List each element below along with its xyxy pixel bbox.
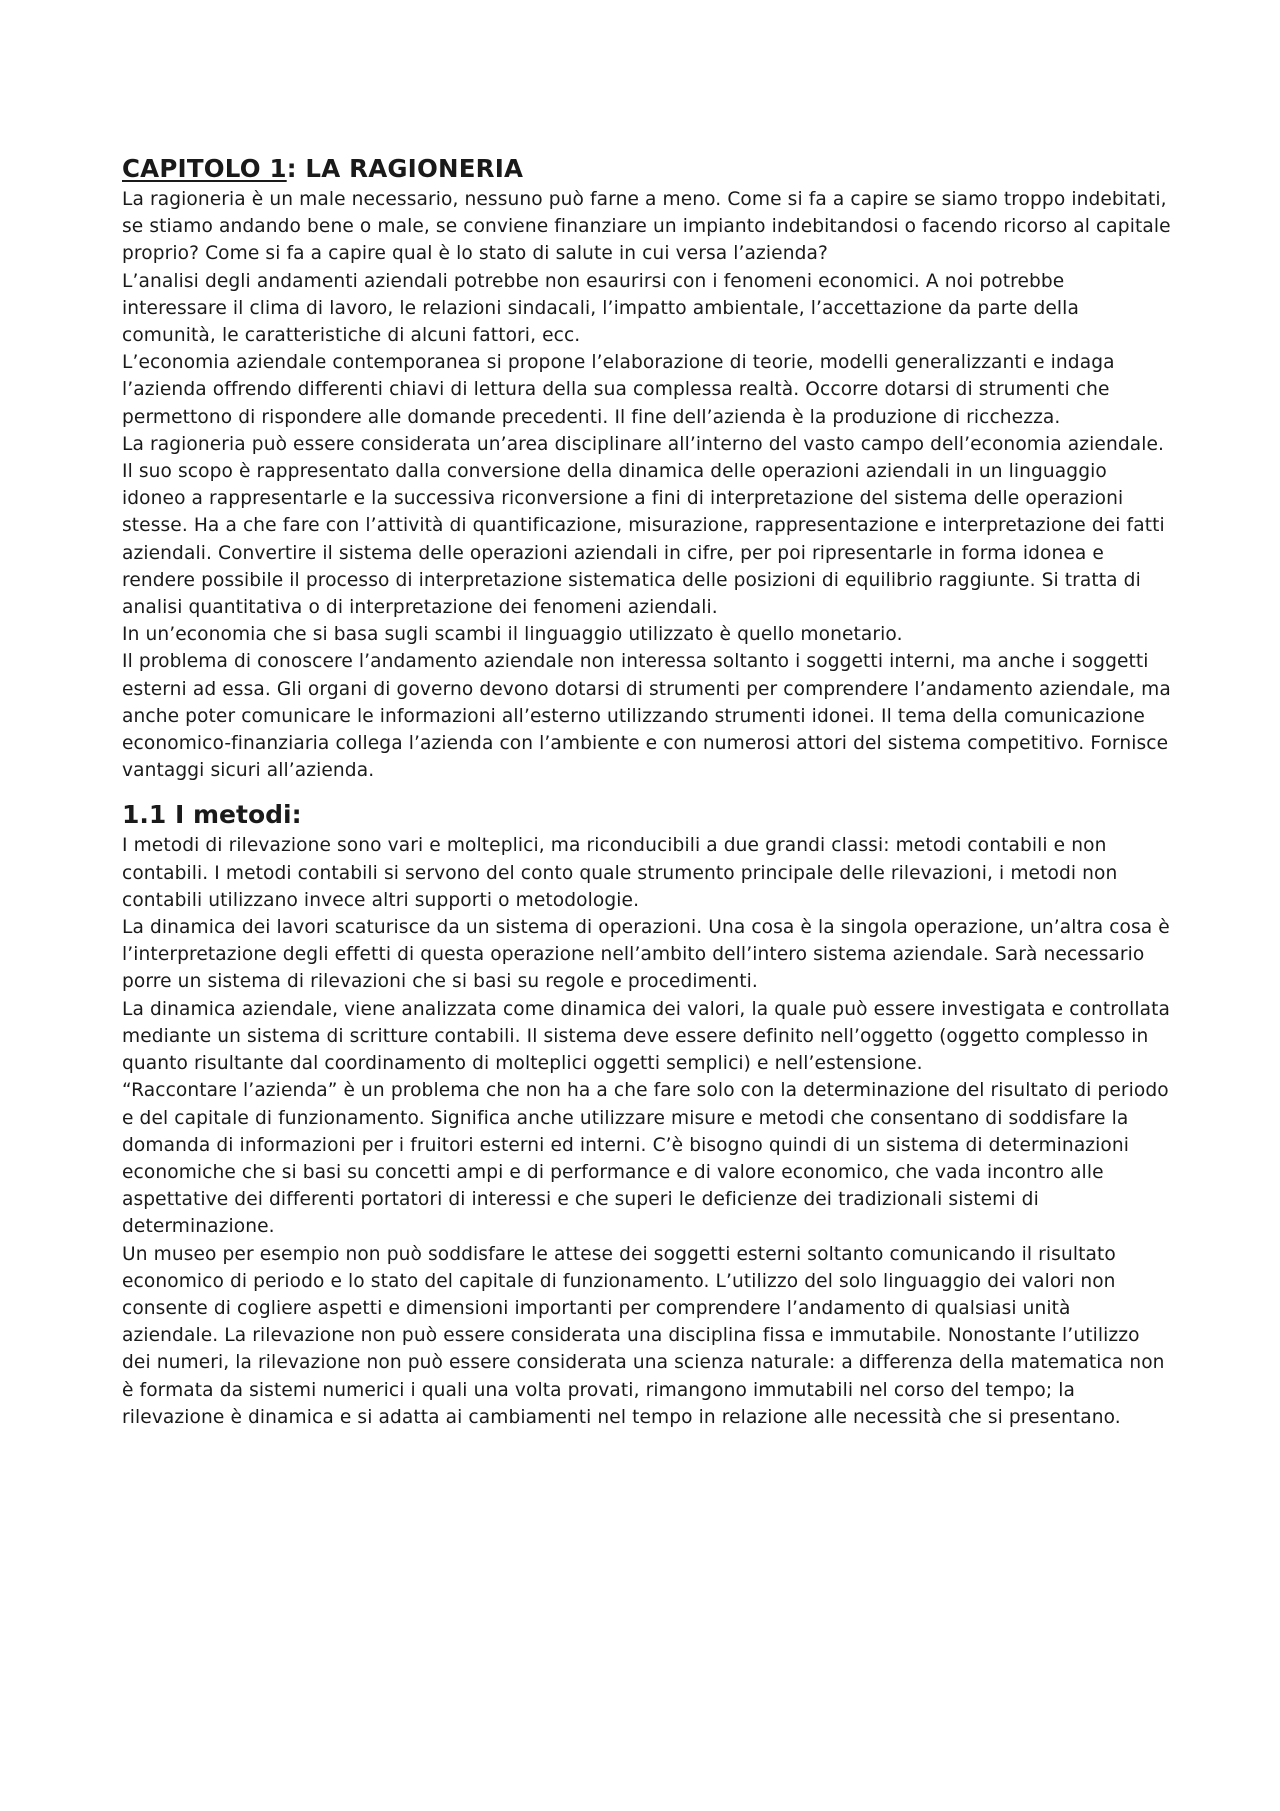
paragraph: In un’economia che si basa sugli scambi il linguaggio utilizzato è quello monetario. bbox=[122, 624, 903, 646]
chapter-title-number: CAPITOLO 1 bbox=[122, 154, 287, 183]
chapter-title-text: : LA RAGIONERIA bbox=[286, 154, 524, 183]
paragraph: La dinamica aziendale, viene analizzata come dinamica dei valori, la quale può essere investigata e controllata mediante un sistema di scritture contabili. Il sistema deve essere definito nell’oggetto (oggetto complesso in quanto risultante dal coordinamento di molteplici oggetti semplici) e nell’estensione. bbox=[122, 998, 1170, 1075]
section-body bbox=[122, 832, 1172, 1430]
chapter-title bbox=[122, 152, 1172, 186]
paragraph: L’analisi degli andamenti aziendali potrebbe non esaurirsi con i fenomeni economici. A noi potrebbe interessare il clima di lavoro, le relazioni sindacali, l’impatto ambientale, l’accettazione da parte della comunità, le caratteristiche di alcuni fattori, ecc. bbox=[122, 270, 1079, 347]
chapter-body bbox=[122, 186, 1172, 784]
paragraph: Il problema di conoscere l’andamento aziendale non interessa soltanto i soggetti interni, ma anche i soggetti esterni ad essa. Gli organi di governo devono dotarsi di strumenti per comprendere l’andamento aziendale, ma anche poter comunicare le informazioni all’esterno utilizzando strumenti idonei. Il tema della comunicazione economico-finanziaria collega l’azienda con l’ambiente e con numerosi attori del sistema competitivo. Fornisce vantaggi sicuri all’azienda. bbox=[122, 651, 1171, 782]
paragraph: I metodi di rilevazione sono vari e molteplici, ma riconducibili a due grandi classi: metodi contabili e non contabili. I metodi contabili si servono del conto quale strumento principale delle rilevazioni, i metodi non contabili utilizzano invece altri supporti o metodologie. bbox=[122, 835, 1118, 911]
paragraph: “Raccontare l’azienda” è un problema che non ha a che fare solo con la determinazione del risultato di periodo e del capitale di funzionamento. Significa anche utilizzare misure e metodi che consentano di soddisfare la domanda di informazioni per i fruitori esterni ed interni. C’è bisogno quindi di un sistema di determinazioni economiche che si basi su concetti ampi e di performance e di valore economico, che vada incontro alle aspettative dei differenti portatori di interessi e che superi le deficienze dei tradizionali sistemi di determinazione. bbox=[122, 1080, 1169, 1238]
paragraph: La ragioneria è un male necessario, nessuno può farne a meno. Come si fa a capire se siamo troppo indebitati, se stiamo andando bene o male, se conviene finanziare un impianto indebitandosi o facendo ricorso al capitale proprio? Come si fa a capire qual è lo stato di salute in cui versa l’azienda? bbox=[122, 189, 1171, 265]
document-page bbox=[122, 152, 1172, 1431]
paragraph: La ragioneria può essere considerata un’area disciplinare all’interno del vasto campo dell’economia aziendale. Il suo scopo è rappresentato dalla conversione della dinamica delle operazioni aziendali in un linguaggio idoneo a rappresentarle e la successiva riconversione a fini di interpretazione del sistema delle operazioni stesse. Ha a che fare con l’attività di quantificazione, misurazione, rappresentazione e interpretazione dei fatti aziendali. Convertire il sistema delle operazioni aziendali in cifre, per poi ripresentarle in forma idonea e rendere possibile il processo di interpretazione sistematica delle posizioni di equilibrio raggiunte. Si tratta di analisi quantitativa o di interpretazione dei fenomeni aziendali. bbox=[122, 433, 1165, 619]
paragraph: Un museo per esempio non può soddisfare le attese dei soggetti esterni soltanto comunicando il risultato economico di periodo e lo stato del capitale di funzionamento. L’utilizzo del solo linguaggio dei valori non consente di cogliere aspetti e dimensioni importanti per comprendere l’andamento di qualsiasi unità aziendale. La rilevazione non può essere considerata una disciplina fissa e immutabile. Nonostante l’utilizzo dei numeri, la rilevazione non può essere considerata una scienza naturale: a differenza della matematica non è formata da sistemi numerici i quali una volta provati, rimangono immutabili nel corso del tempo; la rilevazione è dinamica e si adatta ai cambiamenti nel tempo in relazione alle necessità che si presentano. bbox=[122, 1243, 1165, 1428]
paragraph: L’economia aziendale contemporanea si propone l’elaborazione di teorie, modelli generalizzanti e indaga l’azienda offrendo differenti chiavi di lettura della sua complessa realtà. Occorre dotarsi di strumenti che permettono di rispondere alle domande precedenti. Il fine dell’azienda è la produzione di ricchezza. bbox=[122, 352, 1115, 428]
section-title: 1.1 I metodi: bbox=[122, 800, 302, 830]
paragraph: La dinamica dei lavori scaturisce da un sistema di operazioni. Una cosa è la singola operazione, un’altra cosa è l’interpretazione degli effetti di questa operazione nell’ambito dell’intero sistema aziendale. Sarà necessario porre un sistema di rilevazioni che si basi su regole e procedimenti. bbox=[122, 917, 1170, 993]
